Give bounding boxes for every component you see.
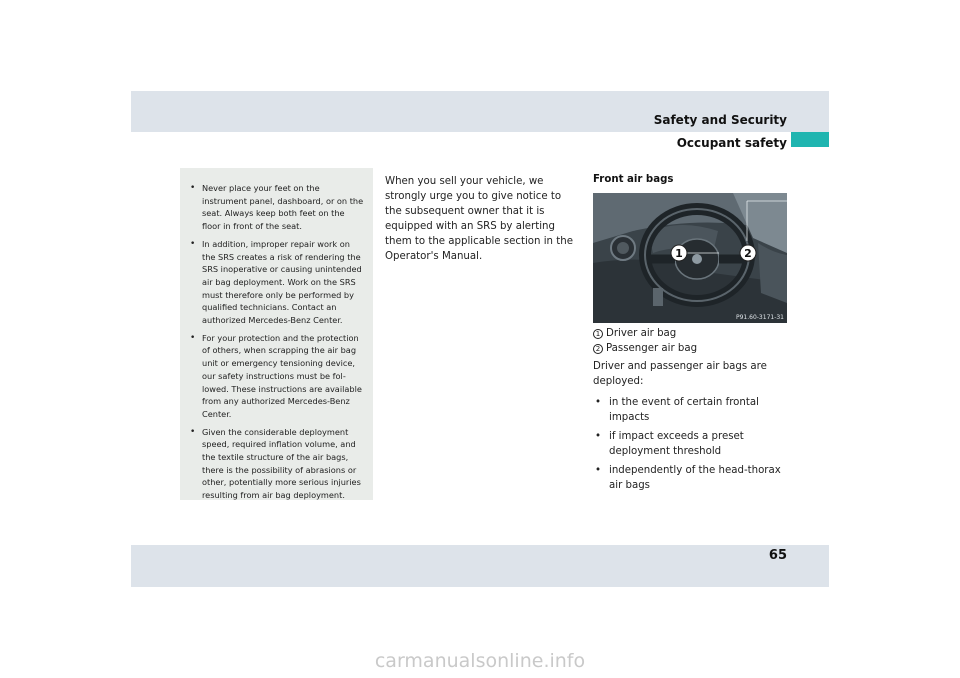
legend-label: Passenger air bag: [606, 342, 698, 354]
list-item-text: in the event of certain frontal impacts: [609, 397, 759, 423]
callout-1-label: 1: [675, 247, 683, 260]
deploy-list: [593, 396, 793, 498]
bullet-icon: •: [595, 431, 602, 442]
warning-item: [188, 238, 365, 327]
footer-band: [131, 545, 829, 587]
bullet-icon: •: [595, 397, 602, 408]
warning-item: [188, 182, 365, 233]
legend-number: 1: [593, 329, 603, 339]
dashboard-illustration: [593, 193, 787, 323]
bullet-icon: •: [190, 183, 196, 193]
warning-item-text: In addition, improper repair work on the SRS creates a risk of rendering the SRS inoperative or causing unintended air bag deployment. Work on the SRS must therefore only be performed by qualified technicians. Contact an authorized Mercedes-Benz Center.: [202, 238, 362, 326]
list-item-text: independently of the head-thorax air bags: [609, 465, 781, 491]
subsection-title: Occupant safety: [676, 136, 787, 150]
bullet-icon: •: [595, 465, 602, 476]
warning-item-text: Given the considerable deployment speed, required inflation volume, and the textile structure of the air bags, there is the possibility of abrasions or other, potentially more serious injuries resulting from air bag deployment.: [202, 426, 361, 501]
warning-item-text: For your protection and the protection of others, when scrapping the air bag unit or emergency tensioning device, our safety instructions must be fol-lowed. These instructions are available from any authorized Mercedes-Benz Center.: [202, 332, 362, 419]
list-item: [593, 430, 793, 459]
page-number: 65: [768, 548, 787, 563]
section-title: Safety and Security: [653, 113, 787, 127]
bullet-icon: •: [190, 332, 196, 343]
warning-item: [188, 426, 365, 502]
warning-box: [180, 168, 373, 500]
bullet-icon: •: [190, 238, 196, 249]
warning-item-text: Never place your feet on the instrument panel, dashboard, or on the seat. Always keep both feet on the floor in front of the seat.: [202, 183, 364, 232]
legend-number: 2: [593, 344, 603, 354]
list-item-text: if impact exceeds a preset deployment threshold: [609, 431, 744, 457]
airbag-figure: [593, 193, 787, 323]
list-item: [593, 396, 793, 425]
legend-label: Driver air bag: [606, 328, 677, 339]
legend-item: [593, 342, 793, 357]
callout-2-label: 2: [744, 247, 752, 260]
legend-item: [593, 327, 793, 342]
bullet-icon: •: [190, 426, 196, 437]
list-item: [593, 464, 793, 493]
warning-item: [188, 332, 365, 421]
figure-code: P91.60-3171-31: [735, 314, 784, 321]
body-text: When you sell your vehicle, we strongly urge you to give notice to the subsequent owner that it is equipped with an SRS by alerting them to the applicable section in the Operator's Manual.: [385, 176, 573, 262]
deploy-intro: Driver and passenger air bags are deployed:: [593, 361, 767, 387]
figure-legend: [593, 327, 793, 356]
watermark: carmanualsonline.info: [374, 650, 586, 672]
accent-square: [791, 132, 829, 147]
front-air-bags-heading: Front air bags: [593, 174, 674, 185]
